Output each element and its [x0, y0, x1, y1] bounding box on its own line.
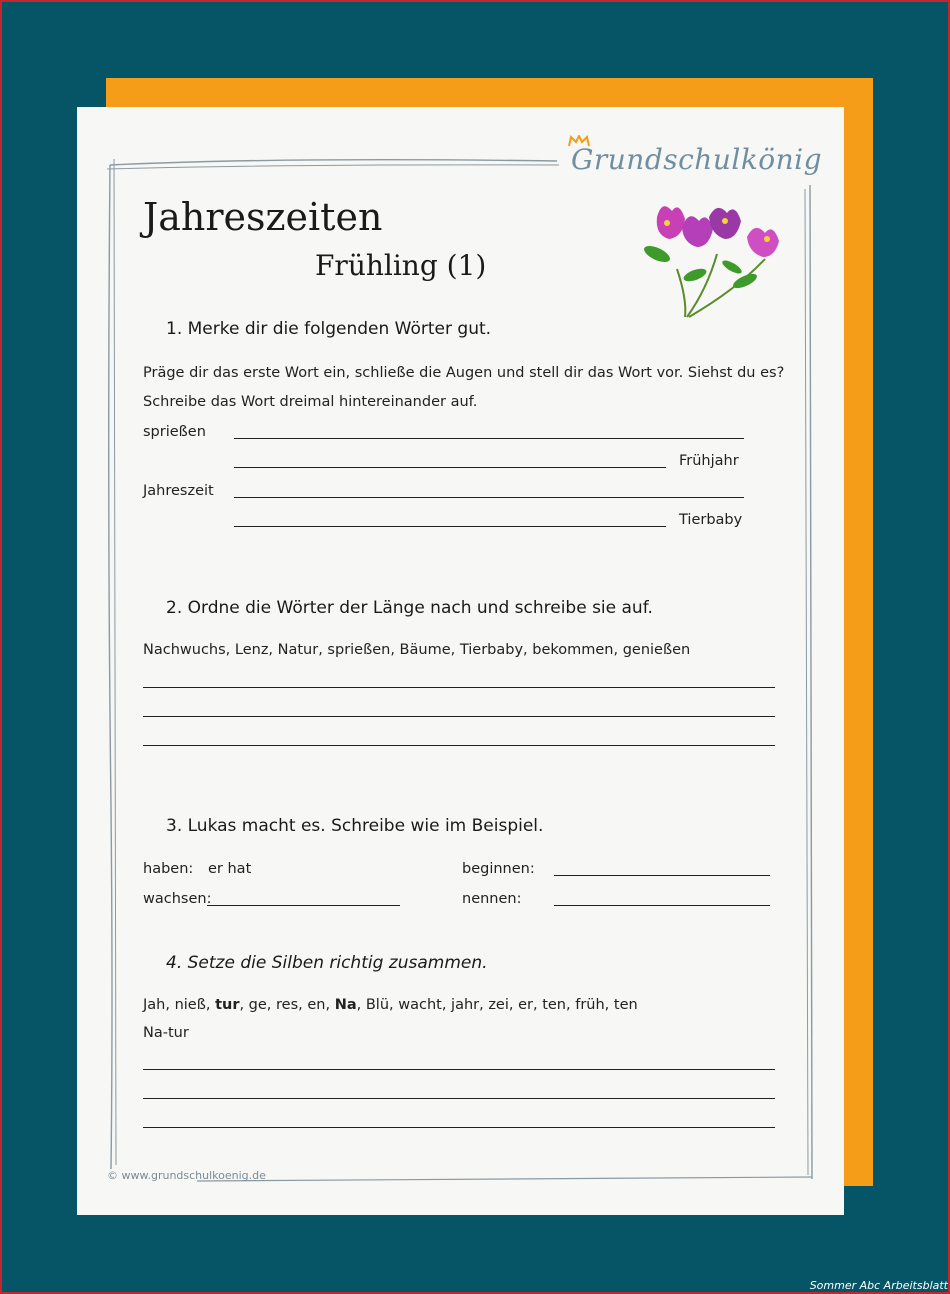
task2-heading: 2. Ordne die Wörter der Länge nach und schreibe sie auf. — [166, 598, 653, 618]
label-beginnen: beginnen: — [462, 861, 535, 877]
task1-instruction-2: Schreibe das Wort dreimal hintereinander auf. — [143, 394, 478, 410]
syllables-part: Jah, nieß, — [143, 997, 216, 1013]
writing-line[interactable] — [143, 1127, 775, 1128]
word-jahreszeit: Jahreszeit — [143, 483, 214, 499]
writing-line[interactable] — [143, 1098, 775, 1099]
task4-example: Na-tur — [143, 1025, 189, 1041]
writing-line[interactable] — [143, 687, 775, 688]
task1-heading: 1. Merke dir die folgenden Wörter gut. — [166, 319, 492, 339]
label-wachsen: wachsen: — [143, 891, 212, 907]
task3-heading: 3. Lukas macht es. Schreibe wie im Beispiel. — [166, 816, 544, 836]
writing-line[interactable] — [234, 438, 744, 439]
tulip-flowers-illustration — [637, 199, 787, 319]
syllable-bold: Na — [334, 997, 357, 1013]
syllables-part: , ge, res, en, — [239, 997, 335, 1013]
watermark-text: Sommer Abc Arbeitsblatt — [809, 1279, 948, 1292]
writing-line[interactable] — [143, 716, 775, 717]
word-spriessen: sprießen — [143, 424, 206, 440]
writing-line[interactable] — [207, 905, 400, 906]
word-tierbaby: Tierbaby — [679, 512, 743, 528]
task2-word-list: Nachwuchs, Lenz, Natur, sprießen, Bäume, Tierbaby, bekommen, genießen — [143, 642, 691, 658]
label-nennen: nennen: — [462, 891, 522, 907]
word-fruehjahr: Frühjahr — [679, 453, 739, 469]
writing-line[interactable] — [234, 467, 666, 468]
footer-copyright: © www.grundschulkoenig.de — [107, 1169, 266, 1182]
syllables-part: , Blü, wacht, jahr, zei, er, ten, früh, ten — [356, 997, 638, 1013]
writing-line[interactable] — [554, 875, 770, 876]
label-haben: haben: — [143, 861, 194, 877]
task4-syllable-list — [143, 997, 638, 1013]
page-title: Jahreszeiten — [143, 195, 383, 239]
page-subtitle: Frühling (1) — [315, 249, 487, 282]
writing-line[interactable] — [554, 905, 770, 906]
writing-line[interactable] — [234, 526, 666, 527]
task4-heading: 4. Setze die Silben richtig zusammen. — [166, 953, 488, 973]
worksheet-page — [77, 107, 844, 1215]
example-er-hat: er hat — [208, 861, 252, 877]
brand-logo: Grundschulkönig — [571, 143, 823, 176]
task1-instruction-1: Präge dir das erste Wort ein, schließe die Augen und stell dir das Wort vor. Siehst du es? — [143, 365, 785, 381]
writing-line[interactable] — [143, 745, 775, 746]
syllable-bold: tur — [215, 997, 240, 1013]
writing-line[interactable] — [143, 1069, 775, 1070]
writing-line[interactable] — [234, 497, 744, 498]
